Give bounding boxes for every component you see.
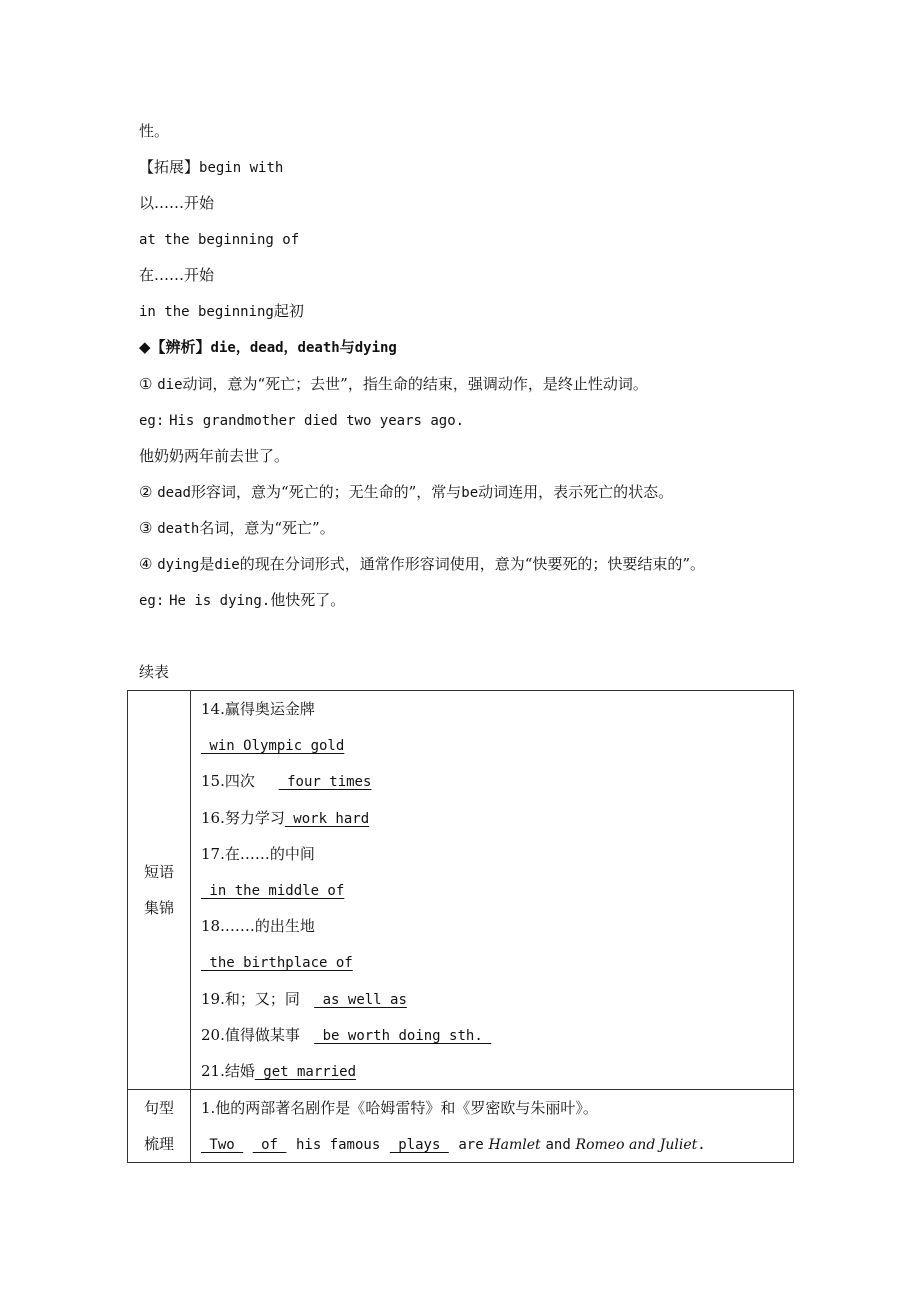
text-line: 在……开始 [139, 266, 215, 284]
phrase-answer: win Olympic gold [201, 738, 345, 755]
phrase-item: 16.努力学习 work hard [201, 808, 370, 827]
sentence-content [191, 1090, 794, 1163]
phrases-content [191, 691, 794, 1090]
phrase-answer: in the middle of [201, 882, 345, 899]
continued-label: 续表 [139, 663, 170, 681]
text-line: ① die动词，意为“死亡；去世”，指生命的结束，强调动作，是终止性动词。 [139, 375, 648, 393]
text-line: 【拓展】begin with [139, 158, 284, 176]
phrase-item: 17.在……的中间 [201, 844, 315, 863]
text-line: 以……开始 [139, 194, 215, 212]
phrase-item: 19.和；又；同 as well as [201, 989, 407, 1008]
text-line: eg: His grandmother died two years ago. [139, 413, 465, 429]
sentence-label: 句型 梳理 [128, 1090, 191, 1163]
text-line: ③ death名词，意为“死亡”。 [139, 519, 335, 537]
text-line: in the beginning起初 [139, 302, 304, 320]
sentence-row [128, 1090, 794, 1163]
sentence-item: 1.他的两部著名剧作是《哈姆雷特》和《罗密欧与朱丽叶》。 [201, 1099, 598, 1118]
phrase-answer: the birthplace of [201, 955, 353, 972]
phrase-item: 20.值得做某事 be worth doing sth. [201, 1025, 492, 1044]
text-line: 性。 [139, 122, 170, 140]
text-line: ② dead形容词，意为“死亡的；无生命的”，常与be动词连用，表示死亡的状态。 [139, 483, 674, 501]
phrase-item: 21.结婚 get married [201, 1061, 357, 1080]
phrases-row [128, 691, 794, 1090]
text-line: at the beginning of [139, 232, 300, 248]
phrase-item: 15.四次 four times [201, 772, 372, 791]
phrase-item: 14.赢得奥运金牌 [201, 700, 315, 718]
summary-table [127, 690, 794, 1163]
phrases-label: 短语 集锦 [128, 691, 191, 1090]
sentence-answer: Two of his famous plays are Hamlet and Romeo and Juliet. [201, 1137, 706, 1154]
text-line: eg: He is dying.他快死了。 [139, 591, 346, 609]
text-line: ④ dying是die的现在分词形式，通常作形容词使用，意为“快要死的；快要结束的”。 [139, 555, 706, 573]
discrimination-heading: ◆【辨析】die，dead，death与dying [139, 338, 397, 356]
text-line: 他奶奶两年前去世了。 [139, 447, 290, 465]
phrase-item: 18.……的出生地 [201, 917, 315, 936]
